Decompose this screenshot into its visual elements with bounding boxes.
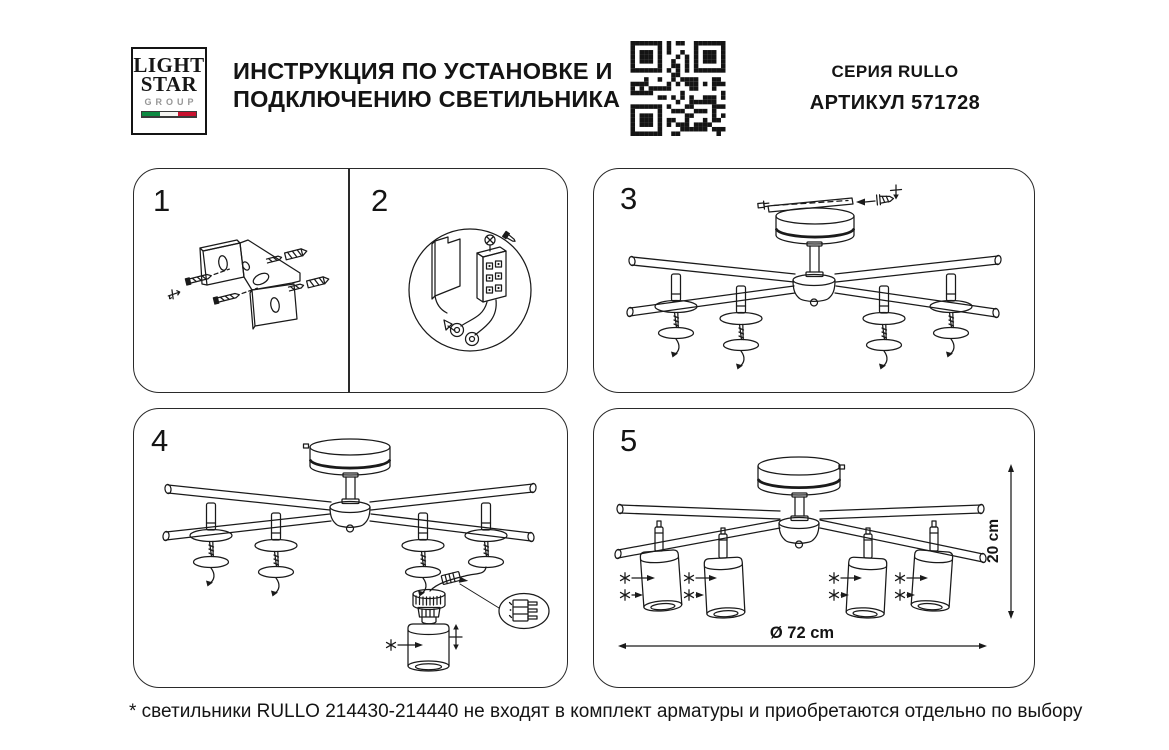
shades bbox=[640, 550, 953, 619]
series-label: СЕРИЯ RULLO bbox=[831, 62, 959, 81]
panel-step-4 bbox=[133, 408, 568, 688]
mounting-plate bbox=[432, 237, 460, 313]
step1-illustration-mounting-bracket bbox=[134, 169, 349, 391]
step-number-2: 2 bbox=[371, 183, 389, 218]
lightstar-logo bbox=[131, 47, 207, 135]
mounting-screw-icon bbox=[856, 185, 902, 206]
step-number-5: 5 bbox=[620, 423, 638, 458]
title-line-1: ИНСТРУКЦИЯ ПО УСТАНОВКЕ И bbox=[233, 58, 613, 84]
shade-posts bbox=[655, 521, 938, 558]
step-number-1: 1 bbox=[153, 183, 171, 218]
step5-illustration-finished-fixture bbox=[594, 409, 1036, 686]
panel-step-3 bbox=[593, 168, 1035, 393]
lamp-socket bbox=[413, 590, 445, 624]
canopy bbox=[758, 457, 845, 495]
screw-icon bbox=[185, 268, 230, 285]
step3-illustration-frame-assembly bbox=[594, 169, 1036, 391]
logo-word-group: GROUP bbox=[144, 97, 198, 107]
stem bbox=[791, 493, 808, 521]
step4-illustration-socket-connection bbox=[134, 409, 569, 686]
article-label: АРТИКУЛ 571728 bbox=[809, 92, 981, 114]
step-number-3: 3 bbox=[620, 181, 638, 216]
shade-pointers bbox=[621, 573, 929, 600]
shade-pointer bbox=[387, 640, 424, 650]
product-info bbox=[770, 62, 1020, 115]
dimension-diameter bbox=[618, 624, 987, 649]
canopy bbox=[776, 208, 854, 244]
lamp-holders bbox=[655, 274, 972, 370]
diameter-label: Ø 72 cm bbox=[769, 624, 835, 642]
hub bbox=[779, 518, 819, 549]
logo-word-star: STAR bbox=[140, 72, 198, 96]
stem bbox=[806, 242, 823, 277]
step2-illustration-wiring bbox=[349, 169, 569, 391]
dimension-height bbox=[985, 464, 1014, 619]
qr-code bbox=[629, 41, 727, 136]
italian-flag-icon bbox=[141, 111, 197, 118]
height-label: 20 cm bbox=[985, 519, 1002, 563]
step-number-4: 4 bbox=[151, 423, 169, 458]
hub bbox=[793, 275, 835, 307]
qr-code-icon bbox=[629, 41, 727, 136]
shade-cylinder bbox=[408, 624, 449, 671]
hub bbox=[330, 502, 370, 533]
arms bbox=[626, 255, 1001, 318]
panel-step-5 bbox=[593, 408, 1035, 688]
screw-icon bbox=[213, 287, 258, 304]
stem bbox=[342, 473, 359, 504]
wires bbox=[444, 300, 496, 346]
title-line-2: ПОДКЛЮЧЕНИЮ СВЕТИЛЬНИКА bbox=[233, 86, 621, 112]
move-arrows-icon bbox=[450, 624, 462, 650]
panel-steps-1-2 bbox=[133, 168, 568, 393]
footnote: * светильники RULLO 214430-214440 не входят в комплект арматуры и приобретаются отдельно по выбору bbox=[129, 701, 1083, 722]
small-screw-icon bbox=[167, 288, 181, 300]
canopy bbox=[304, 439, 391, 475]
terminal-detail-circle bbox=[499, 594, 549, 629]
logo-word-light: LIGHT bbox=[133, 53, 205, 77]
wire-connector bbox=[441, 570, 468, 587]
page-title bbox=[233, 57, 620, 113]
terminal-block bbox=[477, 231, 517, 302]
